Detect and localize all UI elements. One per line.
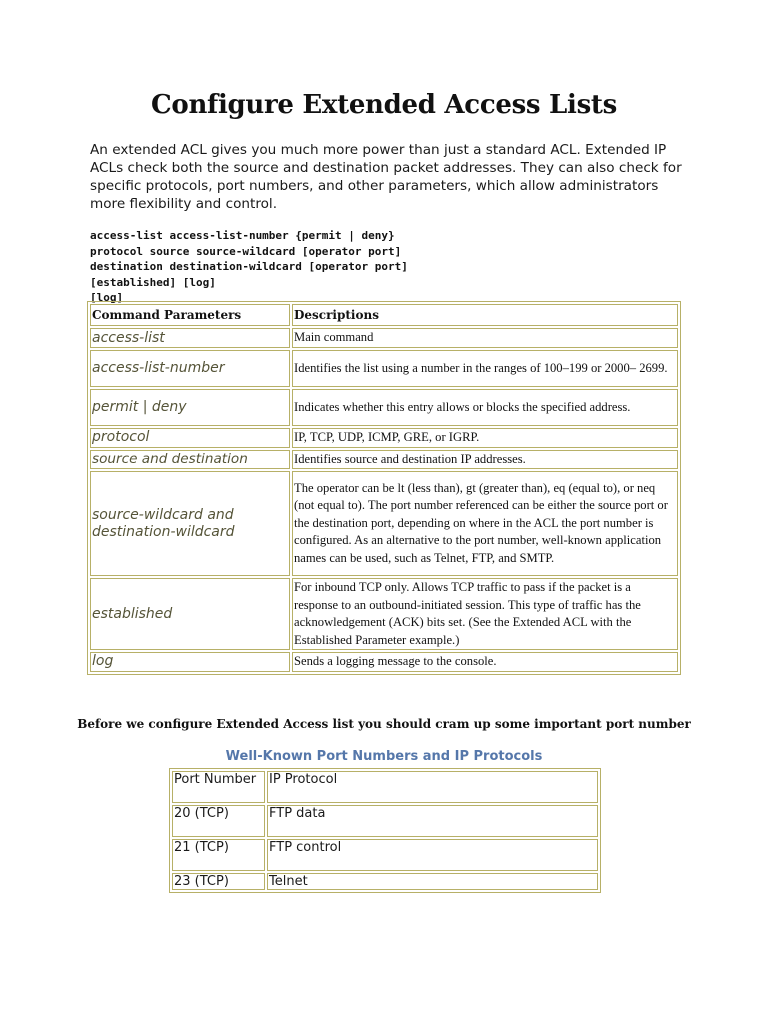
table-row [90,450,678,470]
protocol-cell: FTP control [267,839,598,871]
param-cell: source and destination [90,450,290,470]
table-header-row [90,304,678,326]
protocol-cell: FTP data [267,805,598,837]
table-row [172,873,598,890]
desc-cell: For inbound TCP only. Allows TCP traffic to pass if the packet is a response to an outbound-initiated session. This type of traffic has the acknowledgement (ACK) bits set. (See the Extended ACL with the Established Parameter example.) [292,578,678,650]
desc-cell: Main command [292,328,678,348]
port-cell: 21 (TCP) [172,839,265,871]
desc-cell: Identifies the list using a number in the ranges of 100–199 or 2000– 2699. [292,350,678,387]
table-header-row [172,771,598,803]
desc-cell: Identifies source and destination IP addresses. [292,450,678,470]
syntax-line: [established] [log] [90,275,216,289]
table-row [90,350,678,387]
intro-paragraph: An extended ACL gives you much more power than just a standard ACL. Extended IP ACLs check both the source and destination packet addresses. They can also check for specific protocols, port numbers, and other parameters, which allow administrators more flexibility and control. [90,142,682,212]
table-row [90,428,678,448]
desc-cell: Sends a logging message to the console. [292,652,678,672]
param-cell: source-wildcard and destination-wildcard [90,471,290,576]
port-cell: 23 (TCP) [172,873,265,890]
well-known-ports-table [169,768,601,893]
syntax-line: protocol source source-wildcard [operator port] [90,244,402,258]
column-header-port-number: Port Number [172,771,265,803]
table-row [90,389,678,426]
ports-table-caption: Well-Known Port Numbers and IP Protocols [225,749,543,764]
table-row [172,805,598,837]
desc-cell: IP, TCP, UDP, ICMP, GRE, or IGRP. [292,428,678,448]
table-row [90,652,678,672]
protocol-cell: Telnet [267,873,598,890]
column-header-parameters: Command Parameters [90,304,290,326]
page-title: Configure Extended Access Lists [151,90,617,120]
param-cell: access-list [90,328,290,348]
table-row [172,839,598,871]
command-syntax [90,228,690,306]
param-cell: permit | deny [90,389,290,426]
port-cell: 20 (TCP) [172,805,265,837]
syntax-line: destination destination-wildcard [operator port] [90,260,408,273]
param-cell: log [90,652,290,672]
syntax-line: access-list access-list-number {permit | deny} [90,229,395,242]
syntax-line: [log] [90,291,124,304]
command-parameters-table [87,301,681,675]
param-cell: established [90,578,290,650]
desc-cell: Indicates whether this entry allows or blocks the specified address. [292,389,678,426]
table-row [90,578,678,650]
param-cell: protocol [90,428,290,448]
table-row [90,328,678,348]
column-header-descriptions: Descriptions [292,304,678,326]
column-header-ip-protocol: IP Protocol [267,771,598,803]
table-row [90,471,678,576]
desc-cell: The operator can be lt (less than), gt (greater than), eq (equal to), or neq (not equal to). The port number referenced can be either the source port or the destination port, depending on where in the ACL the port number is configured. As an alternative to the port number, well-known application names can be used, such as Telnet, FTP, and SMTP. [292,471,678,576]
port-number-note: Before we configure Extended Access list you should cram up some important port number [77,717,691,731]
param-cell: access-list-number [90,350,290,387]
